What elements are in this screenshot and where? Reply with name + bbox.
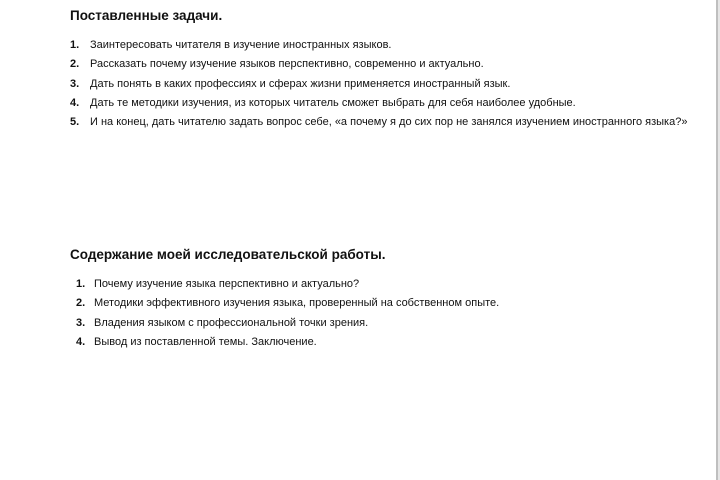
- list-item-text: И на конец, дать читателю задать вопрос себе, «а почему я до сих пор не занялся изучением иностранного языка?»: [90, 116, 688, 129]
- list-item-number: 4.: [76, 335, 86, 348]
- list-item-text: Владения языком с профессиональной точки зрения.: [94, 316, 369, 329]
- list-item: [70, 113, 690, 132]
- list-item: [70, 55, 690, 74]
- list-item-text: Дать понять в каких профессиях и сферах жизни применяется иностранный язык.: [90, 77, 511, 90]
- list-item: [76, 294, 636, 313]
- list-item-number: 3.: [70, 77, 80, 90]
- list-item: [70, 36, 690, 55]
- contents-heading: Содержание моей исследовательской работы.: [70, 247, 386, 262]
- list-item-text: Дать те методики изучения, из которых читатель сможет выбрать для себя наиболее удобные.: [90, 96, 576, 109]
- list-item-number: 1.: [70, 39, 80, 51]
- list-item-text: Рассказать почему изучение языков перспективно, современно и актуально.: [90, 58, 484, 71]
- list-item-text: Заинтересовать читателя в изучение иностранных языков.: [90, 39, 392, 51]
- contents-list: [76, 275, 636, 352]
- list-item: [70, 94, 690, 113]
- tasks-list: [70, 36, 690, 132]
- list-item-number: 2.: [76, 297, 86, 310]
- list-item: [76, 333, 636, 352]
- tasks-heading: Поставленные задачи.: [70, 8, 223, 23]
- list-item-number: 2.: [70, 58, 80, 71]
- list-item-number: 4.: [70, 96, 80, 109]
- list-item-text: Вывод из поставленной темы. Заключение.: [94, 335, 317, 348]
- list-item-text: Методики эффективного изучения языка, проверенный на собственном опыте.: [94, 297, 500, 310]
- list-item: [76, 314, 636, 333]
- list-item-number: 5.: [70, 116, 80, 129]
- list-item-text: Почему изучение языка перспективно и актуально?: [94, 278, 360, 290]
- list-item: [70, 75, 690, 94]
- list-item: [76, 275, 636, 294]
- list-item-number: 3.: [76, 316, 86, 329]
- list-item-number: 1.: [76, 278, 86, 290]
